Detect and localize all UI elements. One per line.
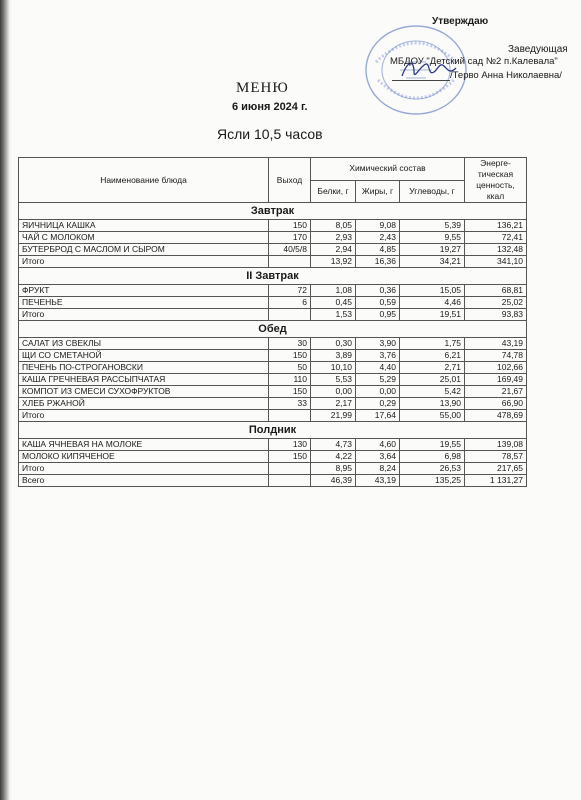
energy-cell: 78,57: [465, 451, 527, 463]
section-header-row: [19, 321, 527, 338]
protein-cell: 8,95: [311, 463, 356, 475]
protein-cell: 2,94: [311, 244, 356, 256]
subtotal-label: Итого: [19, 256, 269, 268]
col-portion-header: Выход: [269, 158, 311, 203]
energy-cell: 136,21: [465, 220, 527, 232]
energy-cell: 169,49: [465, 374, 527, 386]
energy-cell: 43,19: [465, 338, 527, 350]
section-header-row: [19, 268, 527, 285]
portion-cell: 150: [269, 350, 311, 362]
energy-cell: 102,66: [465, 362, 527, 374]
dish-name: ЧАЙ С МОЛОКОМ: [19, 232, 269, 244]
scan-edge-shadow: [0, 0, 12, 800]
protein-cell: 46,39: [311, 475, 356, 487]
dish-name: КОМПОТ ИЗ СМЕСИ СУХОФРУКТОВ: [19, 386, 269, 398]
energy-cell: 72,41: [465, 232, 527, 244]
carbs-cell: 6,21: [400, 350, 465, 362]
subtotal-label: Итого: [19, 410, 269, 422]
protein-cell: 0,30: [311, 338, 356, 350]
dish-name: САЛАТ ИЗ СВЕКЛЫ: [19, 338, 269, 350]
col-protein-header: Белки, г: [311, 180, 356, 203]
fat-cell: 5,29: [356, 374, 400, 386]
organization-name: МБДОУ "Детский сад №2 п.Калевала": [390, 56, 558, 67]
menu-subtitle: Ясли 10,5 часов: [217, 126, 323, 142]
energy-cell: 25,02: [465, 297, 527, 309]
carbs-cell: 34,21: [400, 256, 465, 268]
approval-label: Утверждаю: [432, 16, 489, 27]
dish-name: ЯИЧНИЦА КАШКА: [19, 220, 269, 232]
protein-cell: 0,00: [311, 386, 356, 398]
table-row: [19, 439, 527, 451]
protein-cell: 1,08: [311, 285, 356, 297]
table-row: [19, 451, 527, 463]
portion-cell: 72: [269, 285, 311, 297]
fat-cell: 4,40: [356, 362, 400, 374]
subtotal-row: [19, 256, 527, 268]
fat-cell: 3,90: [356, 338, 400, 350]
energy-cell: 66,90: [465, 398, 527, 410]
carbs-cell: 1,75: [400, 338, 465, 350]
portion-cell: [269, 463, 311, 475]
protein-cell: 0,45: [311, 297, 356, 309]
portion-cell: 150: [269, 451, 311, 463]
dish-name: ПЕЧЕНЬЕ: [19, 297, 269, 309]
carbs-cell: 2,71: [400, 362, 465, 374]
fat-cell: 0,59: [356, 297, 400, 309]
table-row: [19, 362, 527, 374]
subtotal-row: [19, 463, 527, 475]
dish-name: ЩИ СО СМЕТАНОЙ: [19, 350, 269, 362]
portion-cell: [269, 256, 311, 268]
protein-cell: 4,73: [311, 439, 356, 451]
energy-cell: 217,65: [465, 463, 527, 475]
menu-table: [18, 157, 527, 487]
table-row: [19, 244, 527, 256]
energy-cell: 93,83: [465, 309, 527, 321]
menu-table-body: [19, 203, 527, 487]
table-row: [19, 297, 527, 309]
energy-cell: 478,69: [465, 410, 527, 422]
col-dish-header: Наименование блюда: [19, 158, 269, 203]
dish-name: КАША ГРЕЧНЕВАЯ РАССЫПЧАТАЯ: [19, 374, 269, 386]
col-energy-header: Энерге-тическая ценность, ккал: [465, 158, 527, 203]
grand-total-label: Всего: [19, 475, 269, 487]
carbs-cell: 9,55: [400, 232, 465, 244]
approver-position: Заведующая: [508, 44, 568, 55]
fat-cell: 4,85: [356, 244, 400, 256]
carbs-cell: 5,42: [400, 386, 465, 398]
dish-name: КАША ЯЧНЕВАЯ НА МОЛОКЕ: [19, 439, 269, 451]
section-title: II Завтрак: [19, 268, 527, 285]
carbs-cell: 6,98: [400, 451, 465, 463]
fat-cell: 4,60: [356, 439, 400, 451]
dish-name: МОЛОКО КИПЯЧЕНОЕ: [19, 451, 269, 463]
energy-cell: 21,67: [465, 386, 527, 398]
protein-cell: 8,05: [311, 220, 356, 232]
carbs-cell: 55,00: [400, 410, 465, 422]
protein-cell: 2,17: [311, 398, 356, 410]
carbs-cell: 19,51: [400, 309, 465, 321]
carbs-cell: 25,01: [400, 374, 465, 386]
fat-cell: 17,64: [356, 410, 400, 422]
carbs-cell: 135,25: [400, 475, 465, 487]
section-header-row: [19, 203, 527, 220]
subtotal-label: Итого: [19, 309, 269, 321]
energy-cell: 74,78: [465, 350, 527, 362]
portion-cell: 150: [269, 220, 311, 232]
portion-cell: 33: [269, 398, 311, 410]
portion-cell: 50: [269, 362, 311, 374]
protein-cell: 2,93: [311, 232, 356, 244]
dish-name: БУТЕРБРОД С МАСЛОМ И СЫРОМ: [19, 244, 269, 256]
dish-name: ПЕЧЕНЬ ПО-СТРОГАНОВСКИ: [19, 362, 269, 374]
portion-cell: 150: [269, 386, 311, 398]
col-carbs-header: Углеводы, г: [400, 180, 465, 203]
portion-cell: [269, 309, 311, 321]
protein-cell: 21,99: [311, 410, 356, 422]
table-row: [19, 220, 527, 232]
page-title: МЕНЮ: [236, 80, 289, 96]
carbs-cell: 15,05: [400, 285, 465, 297]
menu-date: 6 июня 2024 г.: [232, 101, 308, 113]
signature-line: [392, 80, 450, 81]
fat-cell: 2,43: [356, 232, 400, 244]
carbs-cell: 4,46: [400, 297, 465, 309]
table-row: [19, 285, 527, 297]
table-row: [19, 338, 527, 350]
energy-cell: 1 131,27: [465, 475, 527, 487]
fat-cell: 3,64: [356, 451, 400, 463]
fat-cell: 8,24: [356, 463, 400, 475]
carbs-cell: 19,55: [400, 439, 465, 451]
fat-cell: 9,08: [356, 220, 400, 232]
signer-name: /Терво Анна Николаевна/: [450, 70, 562, 81]
table-row: [19, 398, 527, 410]
fat-cell: 16,36: [356, 256, 400, 268]
section-title: Полдник: [19, 422, 527, 439]
carbs-cell: 26,53: [400, 463, 465, 475]
dish-name: ФРУКТ: [19, 285, 269, 297]
energy-cell: 139,08: [465, 439, 527, 451]
section-title: Завтрак: [19, 203, 527, 220]
fat-cell: 0,95: [356, 309, 400, 321]
col-fat-header: Жиры, г: [356, 180, 400, 203]
subtotal-label: Итого: [19, 463, 269, 475]
protein-cell: 10,10: [311, 362, 356, 374]
table-row: [19, 232, 527, 244]
section-header-row: [19, 422, 527, 439]
carbs-cell: 13,90: [400, 398, 465, 410]
protein-cell: 3,89: [311, 350, 356, 362]
subtotal-row: [19, 410, 527, 422]
energy-cell: 341,10: [465, 256, 527, 268]
fat-cell: 0,36: [356, 285, 400, 297]
portion-cell: 6: [269, 297, 311, 309]
protein-cell: 5,53: [311, 374, 356, 386]
table-row: [19, 350, 527, 362]
fat-cell: 0,00: [356, 386, 400, 398]
table-row: [19, 386, 527, 398]
carbs-cell: 5,39: [400, 220, 465, 232]
protein-cell: 4,22: [311, 451, 356, 463]
portion-cell: 30: [269, 338, 311, 350]
col-chem-header: Химический состав: [311, 158, 465, 181]
portion-cell: 110: [269, 374, 311, 386]
portion-cell: [269, 475, 311, 487]
portion-cell: 170: [269, 232, 311, 244]
portion-cell: 40/5/8: [269, 244, 311, 256]
dish-name: ХЛЕБ РЖАНОЙ: [19, 398, 269, 410]
portion-cell: 130: [269, 439, 311, 451]
protein-cell: 1,53: [311, 309, 356, 321]
grand-total-row: [19, 475, 527, 487]
energy-cell: 132,48: [465, 244, 527, 256]
energy-cell: 68,81: [465, 285, 527, 297]
portion-cell: [269, 410, 311, 422]
protein-cell: 13,92: [311, 256, 356, 268]
section-title: Обед: [19, 321, 527, 338]
fat-cell: 43,19: [356, 475, 400, 487]
fat-cell: 0,29: [356, 398, 400, 410]
subtotal-row: [19, 309, 527, 321]
fat-cell: 3,76: [356, 350, 400, 362]
table-row: [19, 374, 527, 386]
carbs-cell: 19,27: [400, 244, 465, 256]
